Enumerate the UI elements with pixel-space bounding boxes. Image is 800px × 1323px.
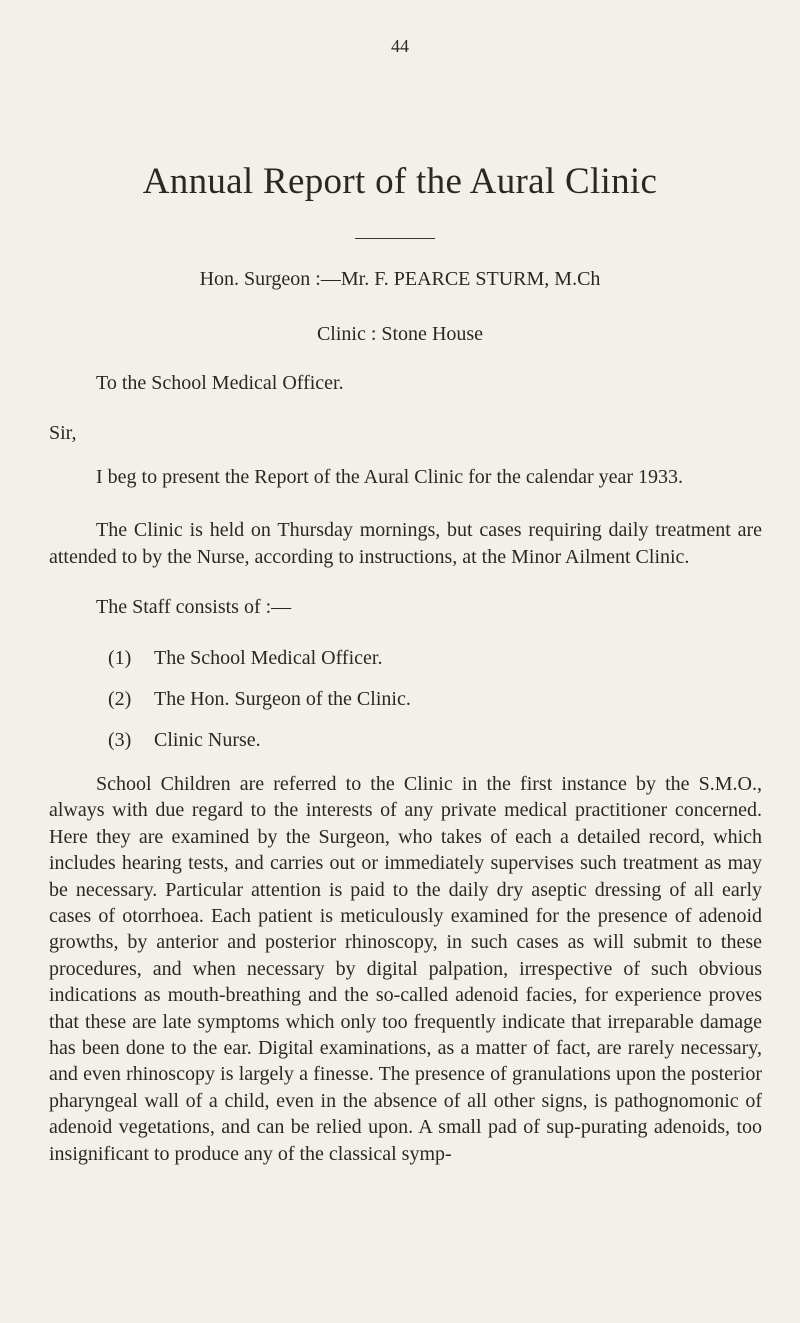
staff-item-text: Clinic Nurse.	[154, 729, 261, 751]
page-number: 44	[391, 36, 409, 56]
title-divider	[355, 238, 435, 239]
surgeon-line: Hon. Surgeon :—Mr. F. PEARCE STURM, M.Ch	[199, 268, 601, 290]
staff-list	[108, 647, 411, 770]
paragraph-report-intro: I beg to present the Report of the Aural Clinic for the calendar year 1933.	[96, 466, 684, 488]
addressee: To the School Medical Officer.	[96, 372, 344, 394]
staff-list-item	[108, 688, 411, 729]
paragraph-clinic-procedure: School Children are referred to the Clinic in the first instance by the S.M.O., always with due regard to the interests of any private medical practitioner concerned. Here they are examined by the Surgeon, who takes of each a detailed record, which includes hearing tests, and carries out or immediately supervises such treatment as may be necessary. Particular attention is paid to the daily dry aseptic dressing of all early cases of otorrhoea. Each patient is meticulously examined for the presence of adenoid growths, by anterior and posterior rhinoscopy, in such cases as will submit to these procedures, and when necessary by digital palpation, irrespective of such obvious indications as mouth-breathing and the so-called adenoid facies, for experience proves that these are late symptoms which only too frequently indicate that irreparable damage has been done to the ear. Digital examinations, as a matter of fact, are rarely necessary, and even rhinoscopy is largely a finesse. The presence of granulations upon the posterior pharyngeal wall of a child, even in the absence of all other signs, is pathognomonic of adenoid vegetations, and can be relied upon. A small pad of sup-purating adenoids, too insignificant to produce any of the classical symp-	[49, 773, 762, 1165]
staff-item-number: (3)	[108, 729, 132, 751]
clinic-line: Clinic : Stone House	[316, 323, 484, 345]
staff-list-item	[108, 729, 411, 770]
staff-item-number: (1)	[108, 647, 132, 669]
salutation: Sir,	[49, 422, 77, 444]
page-title: Annual Report of the Aural Clinic	[142, 161, 658, 202]
staff-item-text: The School Medical Officer.	[154, 647, 383, 669]
paragraph-clinic-schedule: The Clinic is held on Thursday mornings, but cases requiring daily treatment are attended to by the Nurse, according to instructions, at the Minor Ailment Clinic.	[49, 519, 762, 568]
staff-item-text: The Hon. Surgeon of the Clinic.	[154, 688, 411, 710]
staff-list-item	[108, 647, 411, 688]
staff-intro: The Staff consists of :—	[96, 596, 292, 618]
staff-item-number: (2)	[108, 688, 132, 710]
